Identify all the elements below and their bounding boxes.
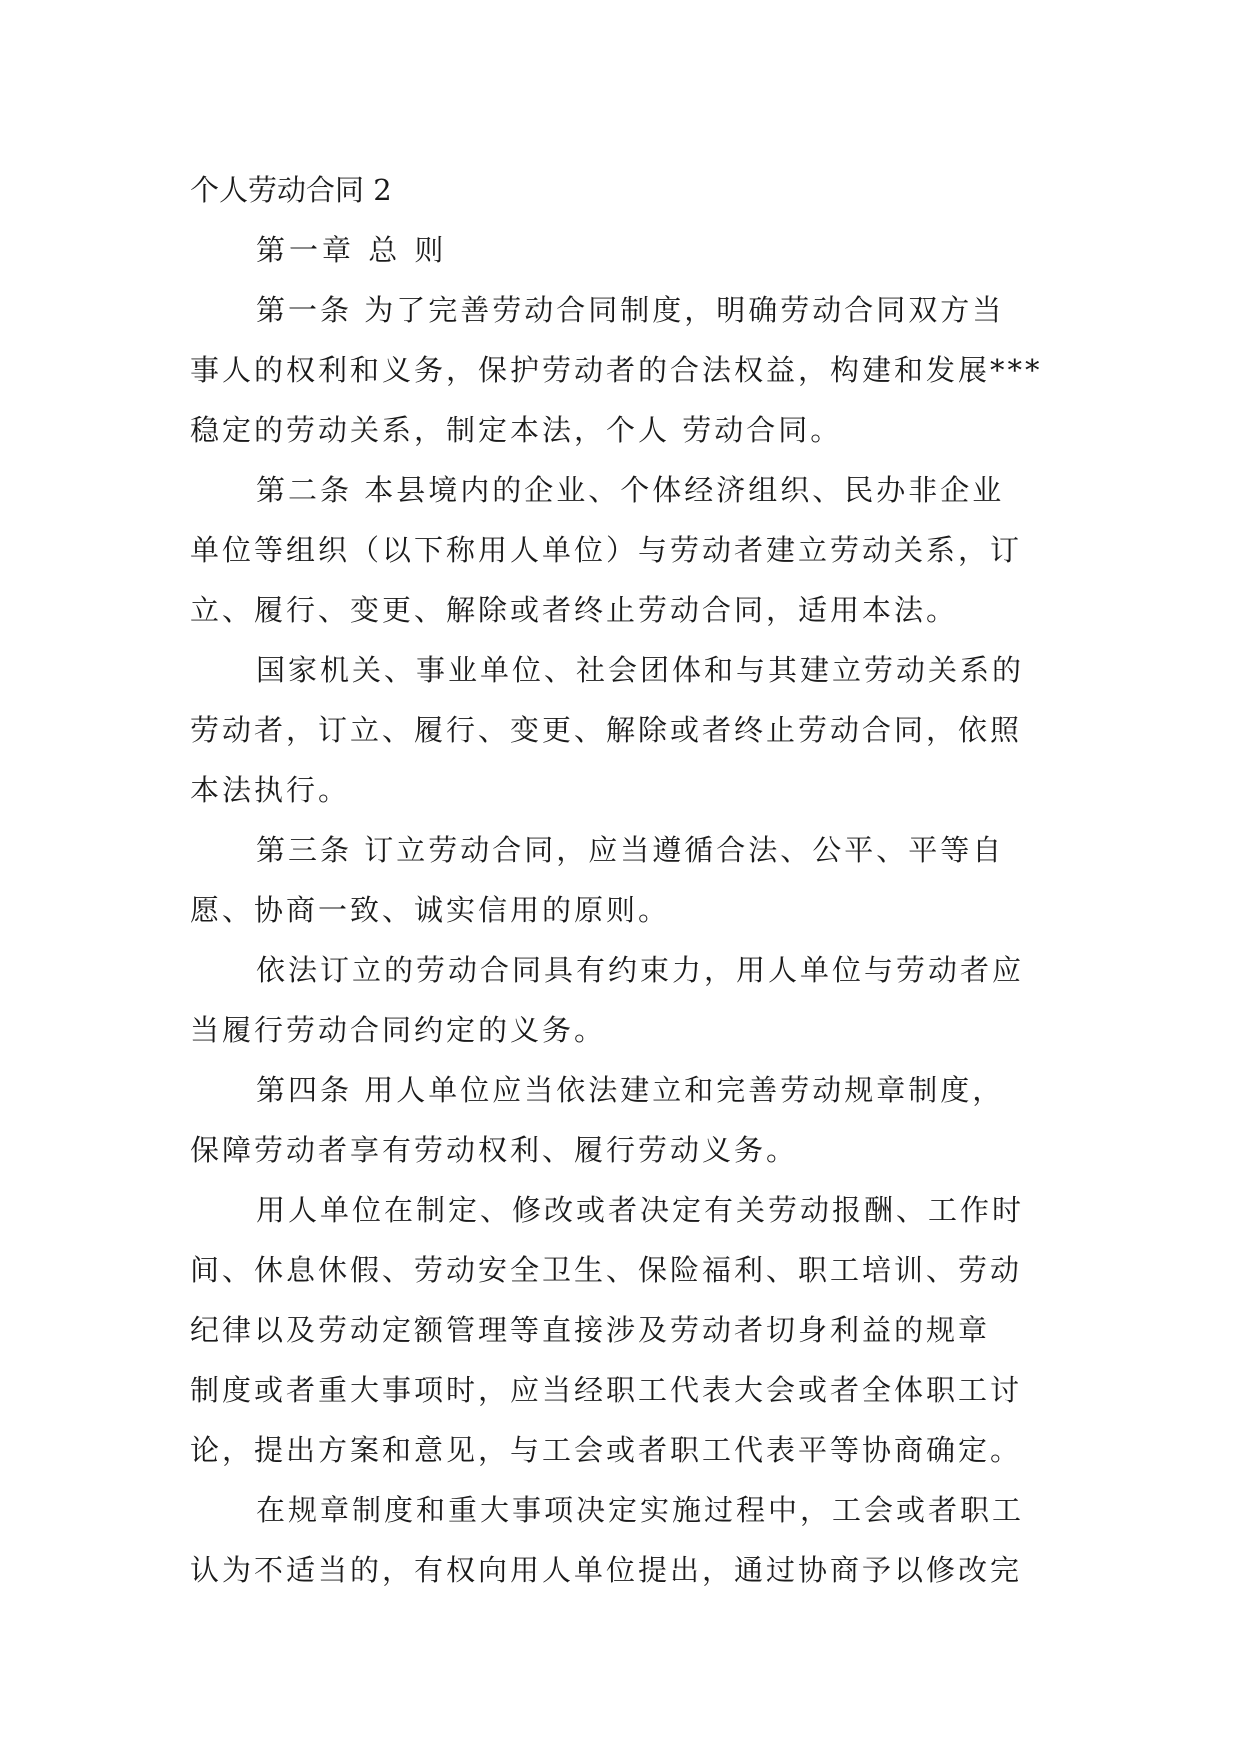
paragraph-article-4: [190, 1060, 1070, 1180]
paragraph-line: 当履行劳动合同约定的义务。: [190, 1013, 607, 1047]
paragraph-article-2: [190, 460, 1070, 640]
paragraph-line: 第一条 为了完善劳动合同制度，明确劳动合同双方当: [256, 293, 1005, 327]
paragraph-line: 单位等组织（以下称用人单位）与劳动者建立劳动关系，订: [190, 533, 1023, 567]
paragraph-line: 第三条 订立劳动合同，应当遵循合法、公平、平等自: [256, 833, 1005, 867]
paragraph-line: 论，提出方案和意见，与工会或者职工代表平等协商确定。: [190, 1433, 1023, 1467]
paragraph-line: 事人的权利和义务，保护劳动者的合法权益，构建和发展***: [190, 353, 1043, 387]
paragraph-line: 稳定的劳动关系，制定本法，个人 劳动合同。: [190, 413, 843, 447]
paragraph-line: 保障劳动者享有劳动权利、履行劳动义务。: [190, 1133, 799, 1167]
paragraph-line: 纪律以及劳动定额管理等直接涉及劳动者切身利益的规章: [190, 1313, 991, 1347]
chapter-heading: 第一章 总 则: [256, 233, 448, 267]
paragraph-line: 间、休息休假、劳动安全卫生、保险福利、职工培训、劳动: [190, 1253, 1023, 1287]
paragraph-line: 依法订立的劳动合同具有约束力，用人单位与劳动者应: [256, 953, 1025, 987]
paragraph-line: 第二条 本县境内的企业、个体经济组织、民办非企业: [256, 473, 1005, 507]
paragraph-line: 在规章制度和重大事项决定实施过程中，工会或者职工: [256, 1493, 1025, 1527]
paragraph-line: 本法执行。: [190, 773, 351, 807]
paragraph-line: 国家机关、事业单位、社会团体和与其建立劳动关系的: [256, 653, 1025, 687]
paragraph-line: 第四条 用人单位应当依法建立和完善劳动规章制度，: [256, 1073, 1005, 1107]
paragraph-article-4-clause: [190, 1180, 1070, 1480]
paragraph-line: 认为不适当的，有权向用人单位提出，通过协商予以修改完: [190, 1553, 1023, 1587]
paragraph-line: 制度或者重大事项时，应当经职工代表大会或者全体职工讨: [190, 1373, 1023, 1407]
paragraph-line: 用人单位在制定、修改或者决定有关劳动报酬、工作时: [256, 1193, 1025, 1227]
paragraph-line: 劳动者，订立、履行、变更、解除或者终止劳动合同，依照: [190, 713, 1023, 747]
paragraph-line: 愿、协商一致、诚实信用的原则。: [190, 893, 671, 927]
document-page: [190, 160, 1070, 1600]
paragraph-line: 立、履行、变更、解除或者终止劳动合同，适用本法。: [190, 593, 959, 627]
paragraph-article-3-clause: [190, 940, 1070, 1060]
paragraph-article-3: [190, 820, 1070, 940]
paragraph-article-2-clause: [190, 640, 1070, 820]
paragraph-article-4-clause-2: [190, 1480, 1070, 1600]
paragraph-article-1: [190, 280, 1070, 460]
document-title: 个人劳动合同 2: [190, 173, 392, 207]
